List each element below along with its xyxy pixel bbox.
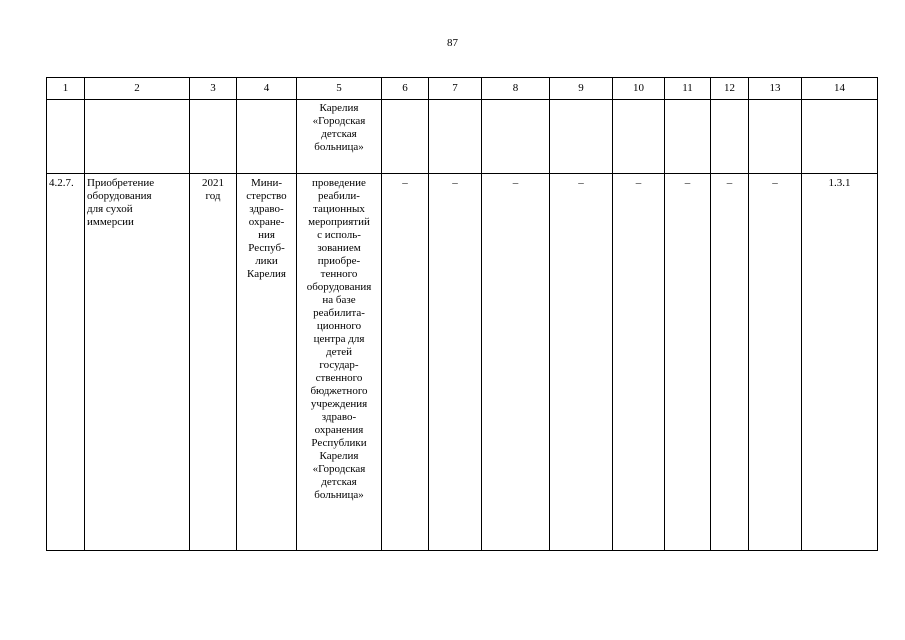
cell-line: для сухой <box>87 203 133 215</box>
table-cell <box>802 100 878 174</box>
cell-line: тационных <box>313 203 365 215</box>
cell-line: зованием <box>317 242 361 254</box>
cell-line: реабили- <box>318 190 360 202</box>
cell-line: оборудования <box>306 281 372 293</box>
column-header: 2 <box>85 78 190 100</box>
table-cell-dash: – <box>429 174 482 551</box>
column-header: 3 <box>190 78 237 100</box>
table-cell-description <box>297 174 382 551</box>
table-cell <box>665 100 711 174</box>
table-cell-dash: – <box>749 174 802 551</box>
table-cell-dash: – <box>711 174 749 551</box>
cell-line: ственного <box>315 372 363 384</box>
table-row-4-2-7 <box>47 174 878 551</box>
column-header: 6 <box>382 78 429 100</box>
column-header: 12 <box>711 78 749 100</box>
table-cell <box>47 100 85 174</box>
cell-line: Приобретение <box>87 177 155 189</box>
cell-line: Мини- <box>250 177 283 189</box>
cell-line: детей <box>325 346 353 358</box>
column-header: 7 <box>429 78 482 100</box>
cell-line: охранения <box>314 424 364 436</box>
table-cell <box>382 100 429 174</box>
cell-line: здраво- <box>249 203 284 215</box>
table-cell <box>749 100 802 174</box>
column-header: 4 <box>237 78 297 100</box>
cell-line: реабилита- <box>313 307 365 319</box>
cell-line: государ- <box>319 359 359 371</box>
cell-line: иммерсии <box>87 216 134 228</box>
column-header: 8 <box>482 78 550 100</box>
cell-line: центра для <box>313 333 365 345</box>
table-cell-dash: – <box>382 174 429 551</box>
cell-line: детская <box>321 128 357 140</box>
table-cell <box>85 100 190 174</box>
table-cell <box>190 100 237 174</box>
cell-line: мероприятий <box>308 216 370 228</box>
table-cell-year <box>190 174 237 551</box>
cell-line: Респуб- <box>248 242 285 254</box>
cell-line: больница» <box>314 141 364 153</box>
column-header: 11 <box>665 78 711 100</box>
cell-line: Республики <box>311 437 367 449</box>
cell-line: 2021 <box>202 177 224 189</box>
cell-line: детская <box>321 476 357 488</box>
cell-line: тенного <box>320 268 358 280</box>
cell-line: больница» <box>314 489 364 501</box>
cell-line: с исполь- <box>317 229 361 241</box>
cell-line: оборудования <box>87 190 152 202</box>
cell-line: приобре- <box>317 255 361 267</box>
table-cell-dash: – <box>482 174 550 551</box>
table-cell-executor-continuation <box>297 100 382 174</box>
table-cell-activity-name <box>85 174 190 551</box>
data-table <box>46 77 878 551</box>
table-cell <box>550 100 613 174</box>
cell-line: ционного <box>316 320 362 332</box>
column-header: 9 <box>550 78 613 100</box>
cell-line: ния <box>258 229 275 241</box>
table-cell-dash: – <box>665 174 711 551</box>
table-cell <box>711 100 749 174</box>
column-header: 14 <box>802 78 878 100</box>
table-cell <box>613 100 665 174</box>
column-header: 10 <box>613 78 665 100</box>
page-number: 87 <box>447 37 458 49</box>
table-cell-indicator: 1.3.1 <box>802 174 878 551</box>
table-cell-number: 4.2.7. <box>47 174 85 551</box>
cell-line: лики <box>255 255 278 267</box>
table-cell-dash: – <box>613 174 665 551</box>
cell-line: Карелия <box>319 450 359 462</box>
cell-line: учреждения <box>310 398 368 410</box>
column-header: 13 <box>749 78 802 100</box>
cell-line: «Городская <box>312 115 366 127</box>
cell-line: здраво- <box>321 411 357 423</box>
cell-line: стерство <box>246 190 287 202</box>
cell-line: Карелия <box>319 102 359 114</box>
cell-line: на базе <box>322 294 356 306</box>
cell-line: Карелия <box>247 268 286 280</box>
cell-line: бюджетного <box>310 385 368 397</box>
table-cell-executor <box>237 174 297 551</box>
cell-line: «Городская <box>312 463 366 475</box>
table-row-continuation <box>47 100 878 174</box>
column-header: 1 <box>47 78 85 100</box>
table-cell-dash: – <box>550 174 613 551</box>
table-cell <box>429 100 482 174</box>
table-cell <box>237 100 297 174</box>
table-cell <box>482 100 550 174</box>
column-header: 5 <box>297 78 382 100</box>
table-header-row <box>47 78 878 100</box>
cell-line: охране- <box>248 216 285 228</box>
cell-line: год <box>205 190 221 202</box>
cell-line: проведение <box>312 177 366 189</box>
